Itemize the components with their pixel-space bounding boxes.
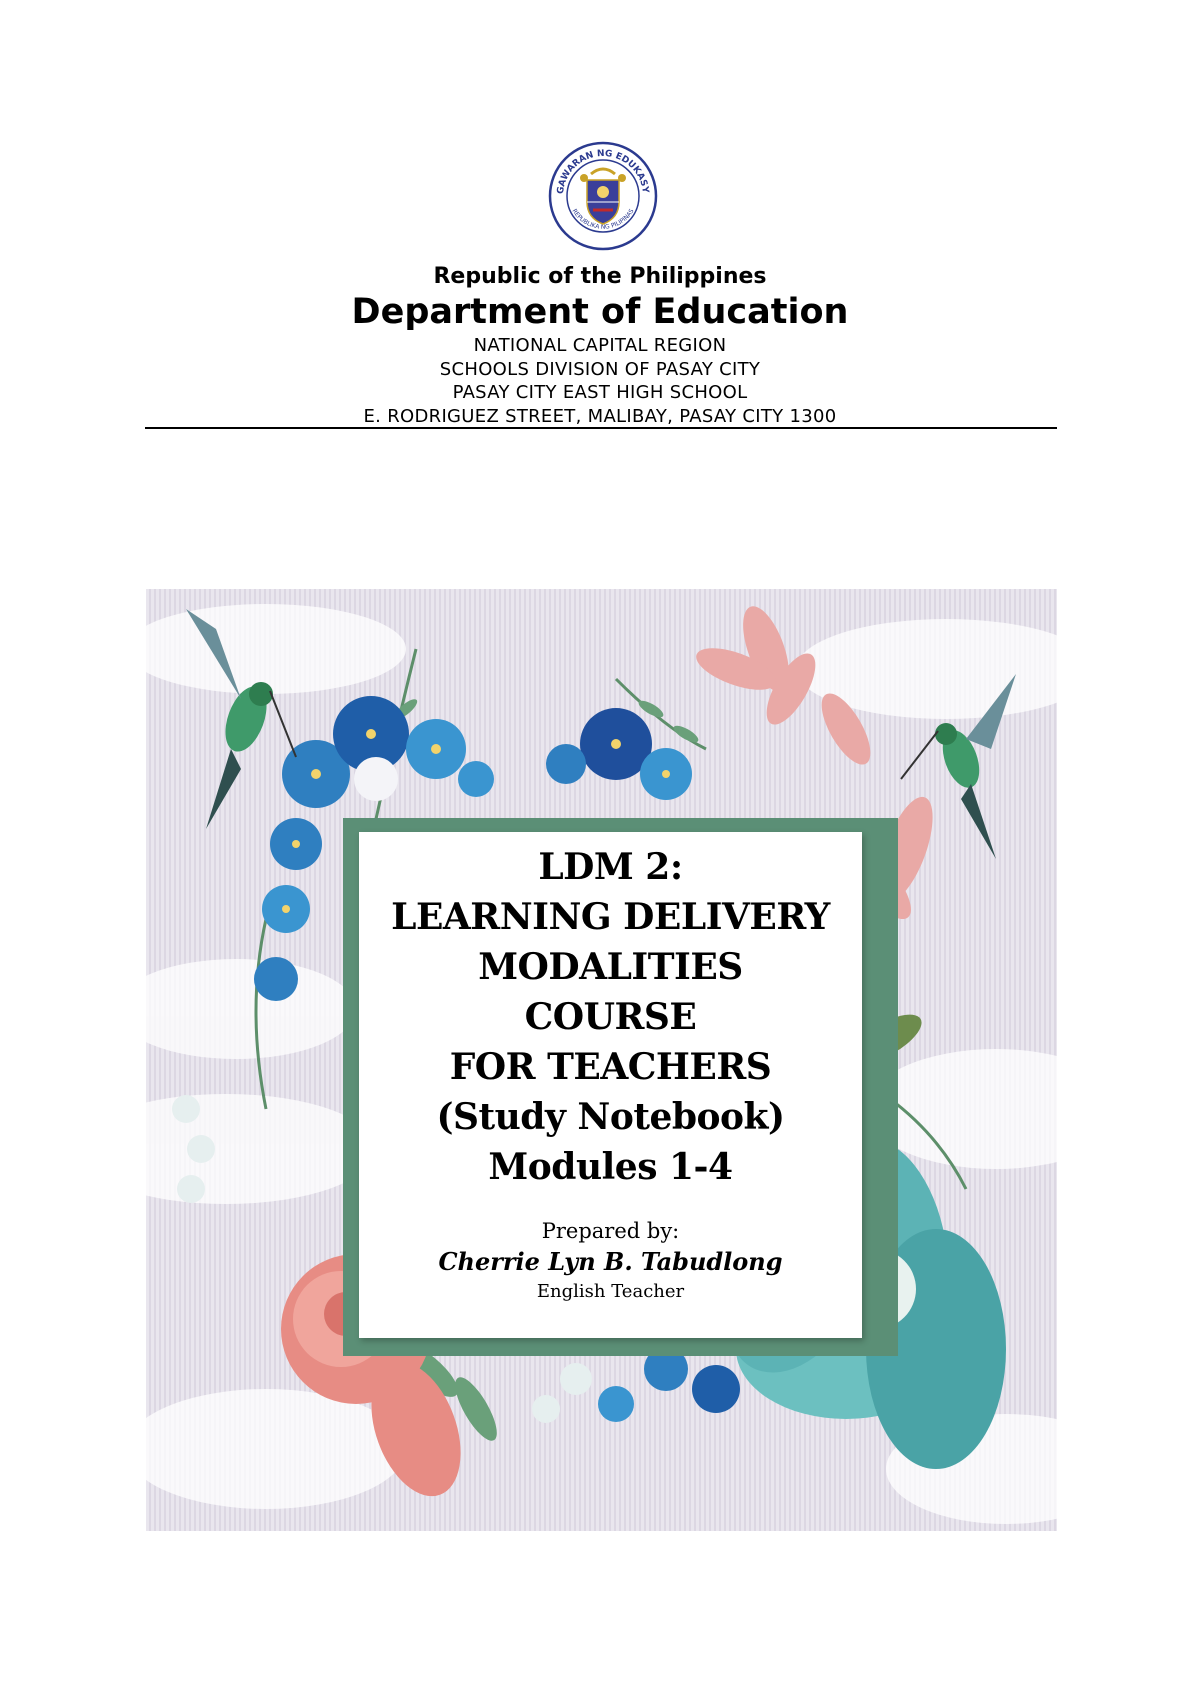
title-line: Modules 1-4 bbox=[488, 1146, 733, 1188]
title-line: MODALITIES bbox=[478, 946, 743, 988]
title-line: LDM 2: bbox=[538, 846, 683, 888]
title-card bbox=[359, 832, 862, 1338]
department-title: Department of Education bbox=[351, 292, 849, 332]
school-line: PASAY CITY EAST HIGH SCHOOL bbox=[452, 382, 748, 403]
svg-text:KAGAWARAN NG EDUKASYON: GAWARAN NG EDUKASY bbox=[555, 148, 650, 195]
prepared-by-label: Prepared by: bbox=[541, 1219, 680, 1243]
title-line: FOR TEACHERS bbox=[449, 1046, 772, 1088]
republic-label: Republic of the Philippines bbox=[433, 264, 767, 289]
author-name: Cherrie Lyn B. Tabudlong bbox=[438, 1247, 783, 1276]
region-line: NATIONAL CAPITAL REGION bbox=[473, 335, 727, 356]
address-line: E. RODRIGUEZ STREET, MALIBAY, PASAY CITY 1300 bbox=[363, 405, 837, 427]
title-line: COURSE bbox=[524, 996, 697, 1038]
letterhead bbox=[145, 262, 1055, 428]
course-title bbox=[359, 842, 862, 1192]
author-role: English Teacher bbox=[536, 1281, 685, 1302]
deped-seal-logo bbox=[547, 140, 659, 252]
title-line: LEARNING DELIVERY bbox=[391, 896, 830, 938]
title-line: (Study Notebook) bbox=[436, 1096, 785, 1138]
division-line: SCHOOLS DIVISION OF PASAY CITY bbox=[439, 358, 761, 380]
header-divider bbox=[145, 427, 1057, 429]
svg-text:REPUBLIKA NG PILIPINAS: REPUBLIKA NG PILIPINAS bbox=[570, 207, 636, 231]
